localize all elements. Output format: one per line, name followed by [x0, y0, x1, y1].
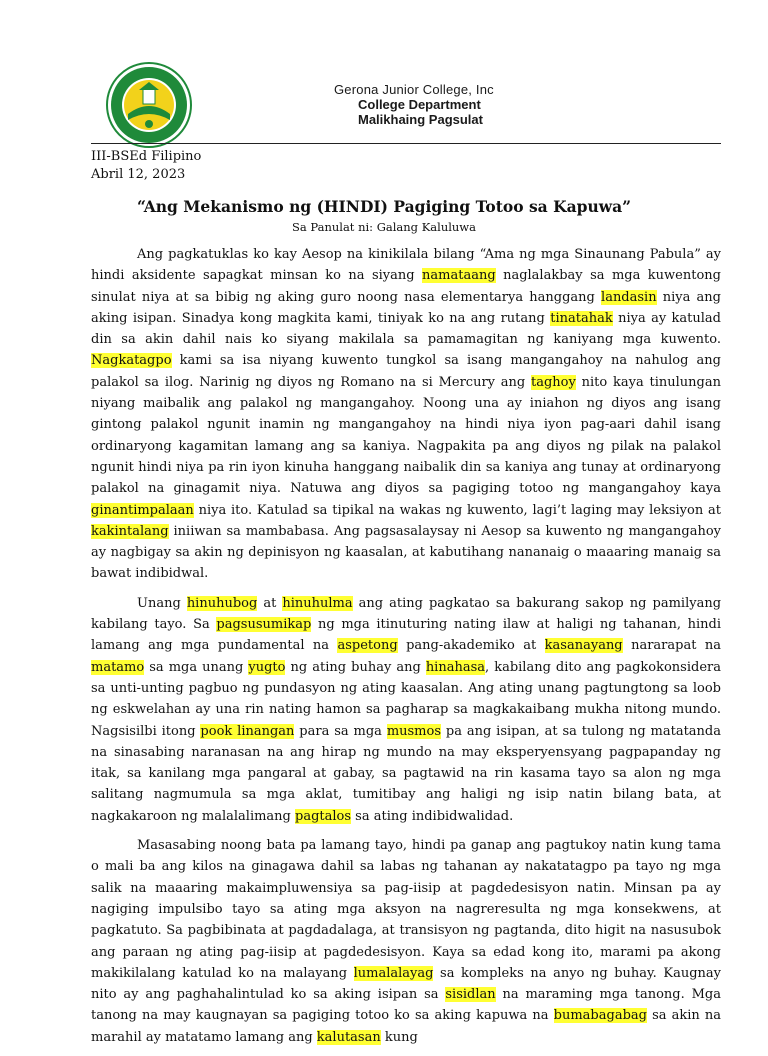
- text-run: , kabilang dito ang pagkokonsidera sa unti-unting pagbuo ng pundasyon ng ating kaasalan. Ang ating unang pagtungtong sa loob ng eskwelahan ay una rin nating hamon sa pagharap sa magkakaibang mukha nitong mundo. Nagsisilbi itong: [91, 659, 721, 739]
- highlighted-word: matamo: [91, 659, 145, 675]
- text-run: sa mga unang: [144, 659, 249, 675]
- highlighted-word: Nagkatagpo: [91, 353, 172, 369]
- school-seal-logo: [106, 62, 192, 148]
- highlighted-word: pook linangan: [200, 723, 295, 739]
- document-meta: [91, 148, 201, 184]
- text-run: sa akin na marahil ay matatamo lamang ang: [91, 1008, 722, 1045]
- highlighted-word: tinatahak: [550, 310, 613, 326]
- text-run: kami sa isa niyang kuwento tungkol sa isang mangangahoy na nahulog ang palakol sa ilog. Narinig ng diyos ng Romano na si Mercury ang: [91, 353, 721, 390]
- department-name: College Department: [358, 97, 481, 112]
- institution-name: Gerona Junior College, Inc: [334, 82, 494, 97]
- text-run: sa ating indibidwalidad.: [351, 808, 514, 824]
- highlighted-word: kalutasan: [316, 1029, 381, 1045]
- section-label: III-BSEd Filipino: [91, 149, 202, 164]
- highlighted-word: sisidlan: [445, 987, 496, 1003]
- text-run: niya ang aking isipan. Sinadya kong magkita kami, tiniyak ko na ang rutang: [91, 289, 722, 326]
- paragraph: [91, 593, 721, 827]
- highlighted-word: pagtalos: [295, 808, 352, 824]
- text-run: na maraming mga tanong. Mga tanong na may kaugnayan sa pagiging totoo ko sa aking kapuwa na: [91, 987, 721, 1024]
- text-run: ang ating pagkatao sa bakurang sakop ng pamilyang kabilang tayo. Sa: [91, 595, 722, 633]
- text-run: sa kompleks na anyo ng buhay. Kaugnay nito ay ang paghahalintulad ko sa aking isipan sa: [91, 965, 721, 1003]
- text-run: kung: [380, 1029, 418, 1045]
- highlighted-word: landasin: [601, 289, 657, 305]
- text-run: at: [257, 595, 283, 611]
- highlighted-word: namataang: [422, 268, 496, 284]
- text-run: pang-akademiko at: [397, 638, 545, 654]
- highlighted-word: hinuhulma: [282, 595, 353, 611]
- text-run: iniiwan sa mambabasa. Ang pagsasalaysay ni Aesop sa kuwento ng mangangahoy ay nagbigay sa akin ng depinisyon ng kaasalan, at kabutihang nananaig o maaaring manaig sa bawat indibidwal.: [91, 523, 721, 582]
- text-run: pa ang isipan, at sa tulong ng matatanda na sinasabing naranasan na ang hirap ng mundo na may eksperyensyang pagpapanday ng itak, sa kanilang mga pangaral at gabay, sa pagtawid na rin kasama tayo sa alon ng mga salitang nagmumula sa mga aklat, tumitibay ang haligi ng isip natin bilang bata, at nagkakaroon ng malalalimang: [91, 723, 721, 824]
- essay-byline: Sa Panulat ni: Galang Kaluluwa: [291, 220, 477, 234]
- text-run: niya ay katulad din sa akin dahil nais ko siyang makilala sa pamamagitan ng kaniyang mga kuwento.: [91, 310, 721, 348]
- highlighted-word: hinahasa: [425, 659, 486, 675]
- letterhead: [300, 82, 560, 127]
- highlighted-word: kakintalang: [91, 523, 169, 539]
- text-run: ng mga itinuturing nating ilaw at haligi ng tahanan, hindi lamang ang mga pundamental na: [91, 617, 722, 654]
- highlighted-word: pagsusumikap: [216, 617, 312, 633]
- text-run: para sa mga: [294, 723, 387, 739]
- highlighted-word: bumabagabag: [553, 1008, 647, 1024]
- essay-body: [91, 244, 721, 1056]
- paragraph: [91, 835, 721, 1048]
- course-name: Malikhaing Pagsulat: [358, 112, 483, 127]
- highlighted-word: ginantimpalaan: [91, 502, 194, 518]
- text-run: naglalakbay sa mga kuwentong sinulat niya at sa bibig ng aking guro noong nasa elementarya hanggang: [91, 268, 721, 305]
- essay-title: “Ang Mekanismo ng (HINDI) Pagiging Totoo sa Kapuwa”: [136, 197, 632, 216]
- date-label: Abril 12, 2023: [91, 167, 186, 182]
- header-divider: [91, 143, 721, 144]
- text-run: ng ating buhay ang: [285, 659, 426, 675]
- highlighted-word: musmos: [386, 723, 442, 739]
- text-run: Unang: [137, 595, 187, 611]
- highlighted-word: lumalalayag: [353, 965, 434, 981]
- text-run: nito kaya tinulungan niyang maibalik ang palakol ng mangangahoy. Noong una ay iniahon ng diyos ang isang gintong palakol ngunit inamin ng mangangahoy na hindi niya iyon pag-aari dahil isang ordinaryong kagamitan lamang ang sa kaniya. Nagpakita pa ang diyos ng pilak na palakol ngunit hindi niya pa rin iyon kinuha hanggang naibalik din sa kaniya ang tunay at ordinaryong palakol na ginagamit niya. Natuwa ang diyos sa pagiging totoo ng mangangahoy kaya: [91, 374, 721, 497]
- text-run: niya ito. Katulad sa tipikal na wakas ng kuwento, lagi’t laging may leksiyon at: [193, 502, 721, 518]
- highlighted-word: taghoy: [531, 374, 576, 390]
- paragraph: [91, 244, 721, 585]
- highlighted-word: kasanayang: [544, 638, 623, 654]
- text-run: Masasabing noong bata pa lamang tayo, hindi pa ganap ang pagtukoy natin kung tama o mali ba ang kilos na ginagawa dahil sa labas ng tahanan ay nakatatagpo pa tayo ng mga salik na maaaring makaimpluwensiya sa pag-iisip at pagdedesisyon natin. Minsan pa ay nagiging impulsibo tayo sa ating mga aksyon na nagreresulta ng mga konsekwens, at pagkatuto. Sa pagbibinata at pagdadalaga, at transisyon ng pagtanda, dito higit na nasusubok ang paraan ng ating pag-iisip at pagdedesisyon. Kaya sa edad kong ito, marami pa akong makikilalang katulad ko na malayang: [91, 838, 721, 981]
- text-run: nararapat na: [622, 638, 721, 654]
- text-run: Ang pagkatuklas ko kay Aesop na kinikilala bilang “Ama ng mga Sinaunang Pabula” ay hindi aksidente sapagkat minsan ko na siyang: [91, 247, 721, 284]
- highlighted-word: hinuhubog: [186, 595, 258, 611]
- highlighted-word: aspetong: [337, 638, 398, 654]
- highlighted-word: yugto: [248, 659, 286, 675]
